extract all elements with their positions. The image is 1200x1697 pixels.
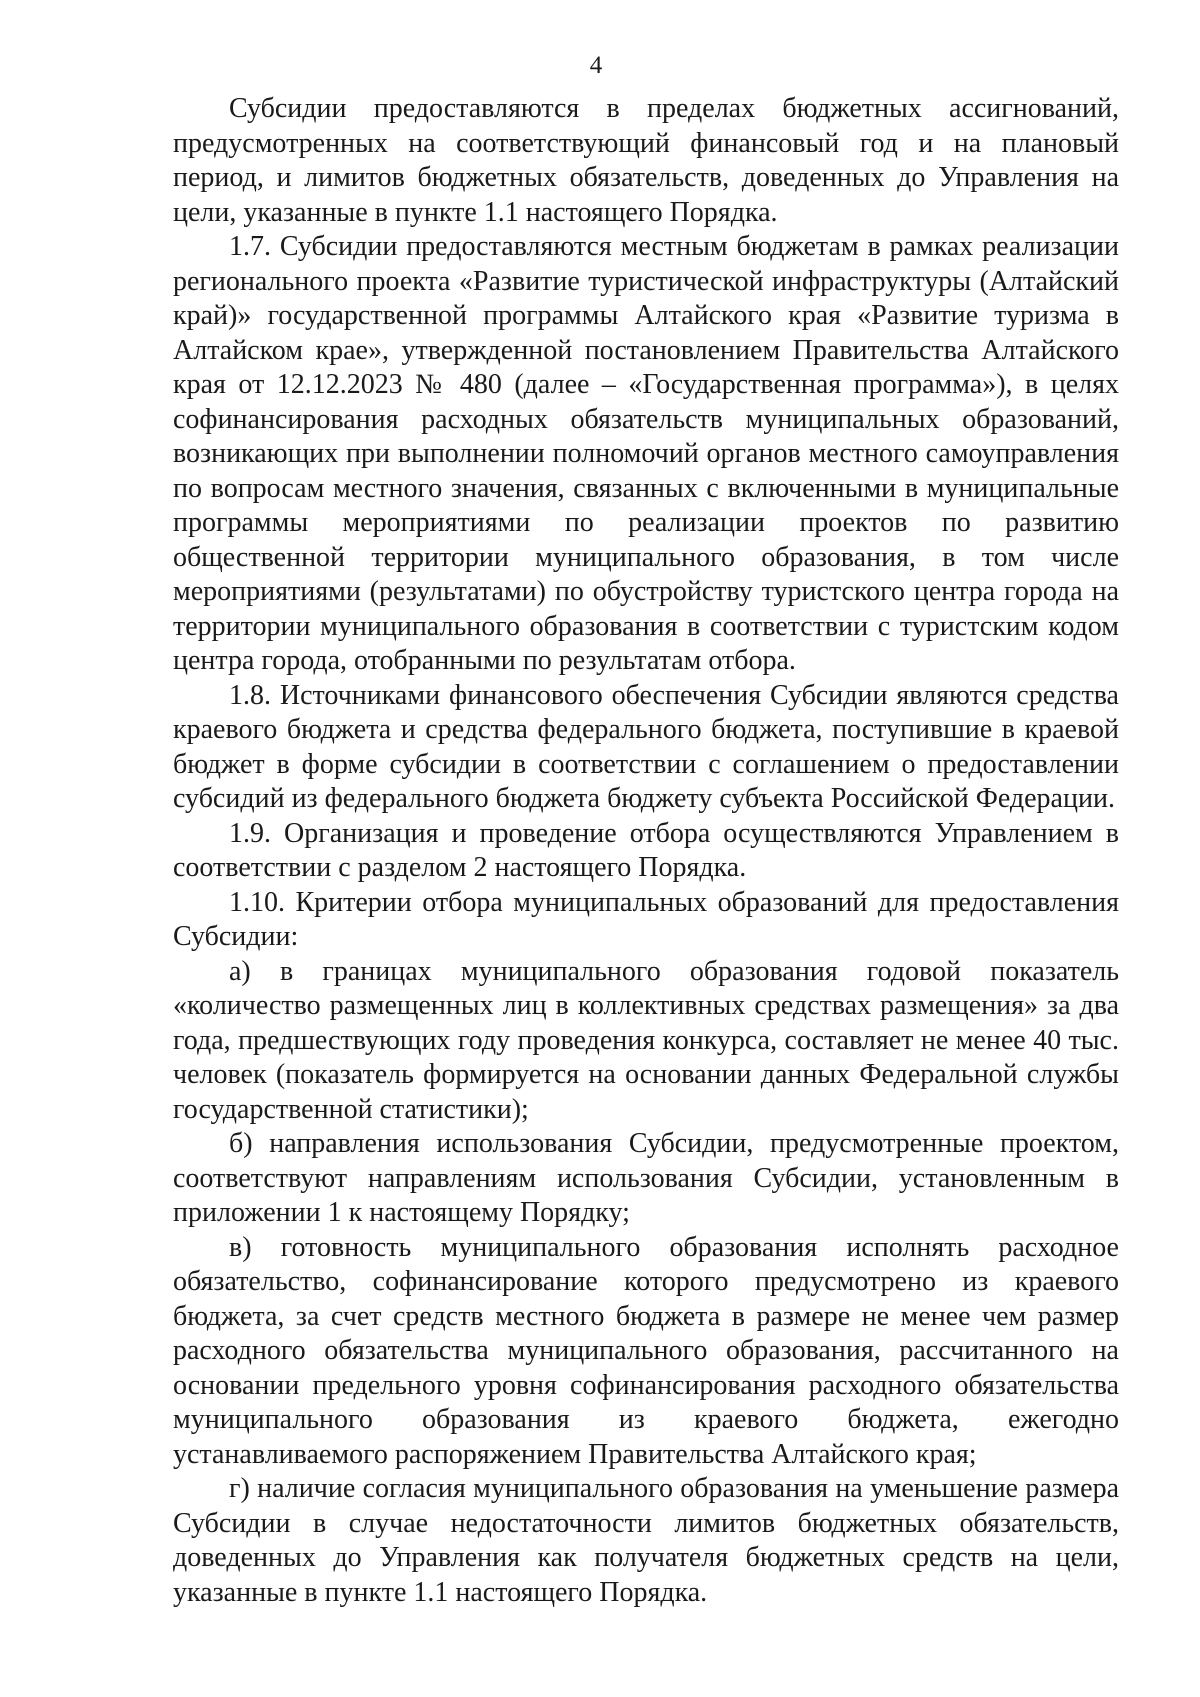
criterion-d: г) наличие согласия муниципального образования на уменьшение размера Субсидии в случае недостаточности лимитов бюджетных обязательств, доведенных до Управления как получателя бюджетных средств на цели, указанные в пункте 1.1 настоящего Порядка.: [173, 1473, 1119, 1608]
criterion-a: а) в границах муниципального образования годовой показатель «количество размещенных лиц в коллективных средствах размещения» за два года, предшествующих году проведения конкурса, составляет не менее 40 тыс. человек (показатель формируется на основании данных Федеральной службы государственной статистики);: [173, 955, 1119, 1125]
page-number: 4: [589, 52, 603, 79]
paragraph-1-8: 1.8. Источниками финансового обеспечения Субсидии являются средства краевого бюджета и средства федерального бюджета, поступившие в краевой бюджет в форме субсидии в соответствии с соглашением о предоставлении субсидий из федерального бюджета бюджету субъекта Российской Федерации.: [173, 679, 1119, 814]
document-body: [173, 92, 1119, 1610]
paragraph-1-9: 1.9. Организация и проведение отбора осуществляются Управлением в соответствии с разделом 2 настоящего Порядка.: [173, 817, 1119, 883]
paragraph-intro: Субсидии предоставляются в пределах бюджетных ассигнований, предусмотренных на соответствующий финансовый год и на плановый период, и лимитов бюджетных обязательств, доведенных до Управления на цели, указанные в пункте 1.1 настоящего Порядка.: [173, 93, 1119, 228]
criterion-b: б) направления использования Субсидии, предусмотренные проектом, соответствуют направлениям использования Субсидии, установленным в приложении 1 к настоящему Порядку;: [173, 1128, 1119, 1228]
paragraph-1-10: 1.10. Критерии отбора муниципальных образований для предоставления Субсидии:: [173, 886, 1119, 952]
paragraph-1-7: 1.7. Субсидии предоставляются местным бюджетам в рамках реализации регионального проекта «Развитие туристической инфраструктуры (Алтайский край)» государственной программы Алтайского края «Развитие туризма в Алтайском крае», утвержденной постановлением Правительства Алтайского края от 12.12.2023 № 480 (далее – «Государственная программа»), в целях софинансирования расходных обязательств муниципальных образований, возникающих при выполнении полномочий органов местного самоуправления по вопросам местного значения, связанных с включенными в муниципальные программы мероприятиями по реализации проектов по развитию общественной территории муниципального образования, в том числе мероприятиями (результатами) по обустройству туристского центра города на территории муниципального образования в соответствии с туристским кодом центра города, отобранными по результатам отбора.: [173, 231, 1119, 676]
criterion-c: в) готовность муниципального образования исполнять расходное обязательство, софинансирование которого предусмотрено из краевого бюджета, за счет средств местного бюджета в размере не менее чем размер расходного обязательства муниципального образования, рассчитанного на основании предельного уровня софинансирования расходного обязательства муниципального образования из краевого бюджета, ежегодно устанавливаемого распоряжением Правительства Алтайского края;: [173, 1231, 1119, 1470]
